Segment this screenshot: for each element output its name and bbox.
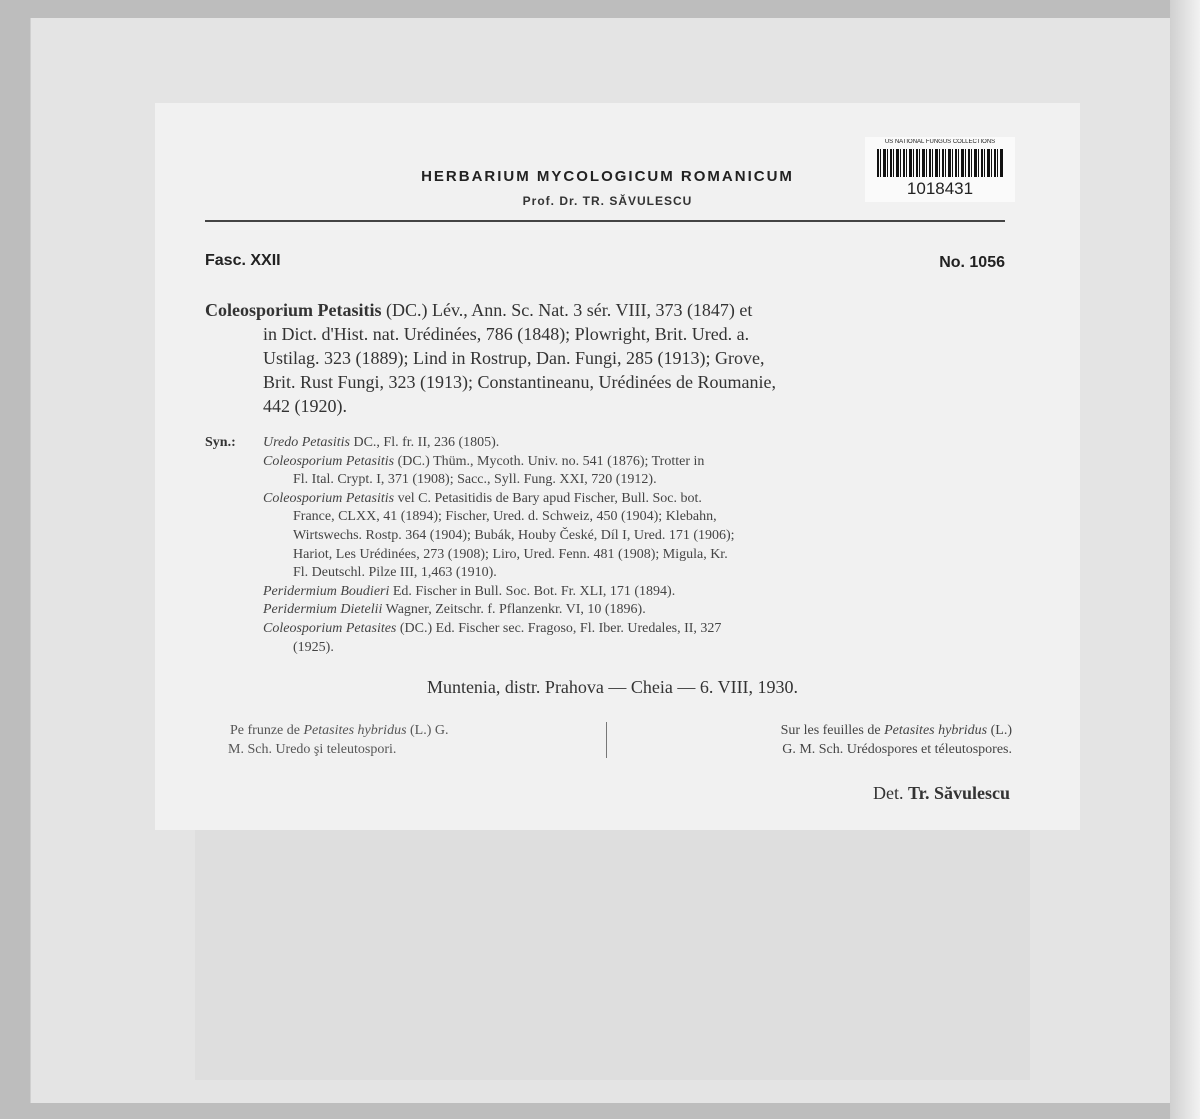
- specimen-number: No. 1056: [939, 254, 1005, 271]
- herbarium-director: Prof. Dr. TR. SĂVULESCU: [522, 194, 693, 208]
- host-french: Sur les feuilles de Petasites hybridus (L.) G. M. Sch. Urédospores et téleutospores.: [780, 723, 1012, 757]
- synonym-taxon: Coleosporium Petasitis: [263, 490, 395, 506]
- barcode-number: 1018431: [906, 179, 974, 198]
- citation-line: Ustilag. 323 (1889); Lind in Rostrup, Dan. Fungi, 285 (1913); Grove,: [263, 348, 765, 368]
- synonym-line: Fl. Deutschl. Pilze III, 1,463 (1910).: [293, 565, 497, 581]
- host-species: Petasites hybridus: [303, 723, 407, 738]
- synonym-line: Uredo Petasitis DC., Fl. fr. II, 236 (1805).: [263, 435, 500, 450]
- header-rule: [205, 220, 1005, 222]
- citation-line: Brit. Rust Fungi, 323 (1913); Constantineanu, Urédinées de Roumanie,: [263, 372, 776, 392]
- synonym-taxon: Uredo Petasitis: [263, 435, 350, 450]
- species-citation: [205, 298, 1005, 418]
- barcode-icon: [877, 149, 1003, 177]
- synonym-line: Hariot, Les Urédinées, 273 (1908); Liro, Ured. Fenn. 481 (1908); Migula, Kr.: [293, 546, 728, 562]
- determiner: Det. Tr. Săvulescu: [872, 783, 1010, 803]
- synonym-taxon: Coleosporium Petasitis: [263, 453, 395, 469]
- host-species: Petasites hybridus: [884, 723, 988, 738]
- synonym-line: Coleosporium Petasites (DC.) Ed. Fischer sec. Fragoso, Fl. Iber. Uredales, II, 327: [263, 620, 722, 636]
- synonym-line: Coleosporium Petasitis vel C. Petasitidis de Bary apud Fischer, Bull. Soc. bot.: [263, 490, 702, 506]
- citation-line: Coleosporium Petasitis (DC.) Lév., Ann. Sc. Nat. 3 sér. VIII, 373 (1847) et: [205, 300, 753, 320]
- host-romanian: Pe frunze de Petasites hybridus (L.) G. M. Sch. Uredo şi teleutospori.: [228, 723, 449, 757]
- host-divider: [606, 722, 607, 758]
- sheet-edge: [1170, 0, 1200, 1119]
- fascicle-number: Fasc. XXII: [205, 252, 281, 269]
- synonyms-block: [205, 434, 1010, 657]
- synonym-taxon: Peridermium Dietelii: [263, 602, 383, 618]
- synonym-line: Fl. Ital. Crypt. I, 371 (1908); Sacc., Syll. Fung. XXI, 720 (1912).: [293, 472, 657, 488]
- species-name: Coleosporium Petasitis: [205, 300, 382, 320]
- synonym-line: Peridermium Dietelii Wagner, Zeitschr. f. Pflanzenkr. VI, 10 (1896).: [263, 602, 646, 618]
- barcode-sticker: [865, 137, 1015, 202]
- synonym-taxon: Coleosporium Petasites: [263, 620, 397, 636]
- synonym-line: Peridermium Boudieri Ed. Fischer in Bull. Soc. Bot. Fr. XLI, 171 (1894).: [263, 583, 676, 599]
- collection-locality: Muntenia, distr. Prahova — Cheia — 6. VIII, 1930.: [426, 677, 799, 697]
- citation-line: 442 (1920).: [263, 396, 347, 416]
- packet-flap: [195, 830, 1030, 1080]
- synonym-line: Wirtswechs. Rostp. 364 (1904); Bubák, Houby České, Díl I, Ured. 171 (1906);: [293, 527, 735, 543]
- synonym-line: (1925).: [293, 639, 334, 655]
- herbarium-title: HERBARIUM MYCOLOGICUM ROMANICUM: [421, 168, 794, 185]
- synonym-line: France, CLXX, 41 (1894); Fischer, Ured. d. Schweiz, 450 (1904); Klebahn,: [293, 509, 717, 525]
- determiner-name: Tr. Săvulescu: [907, 783, 1010, 803]
- synonym-taxon: Peridermium Boudieri: [263, 583, 390, 599]
- citation-line: in Dict. d'Hist. nat. Urédinées, 786 (1848); Plowright, Brit. Ured. a.: [263, 324, 750, 344]
- barcode-caption: US NATIONAL FUNGUS COLLECTIONS: [884, 139, 996, 145]
- synonym-line: Coleosporium Petasitis (DC.) Thüm., Mycoth. Univ. no. 541 (1876); Trotter in: [263, 453, 705, 469]
- synonyms-label: Syn.:: [205, 435, 236, 450]
